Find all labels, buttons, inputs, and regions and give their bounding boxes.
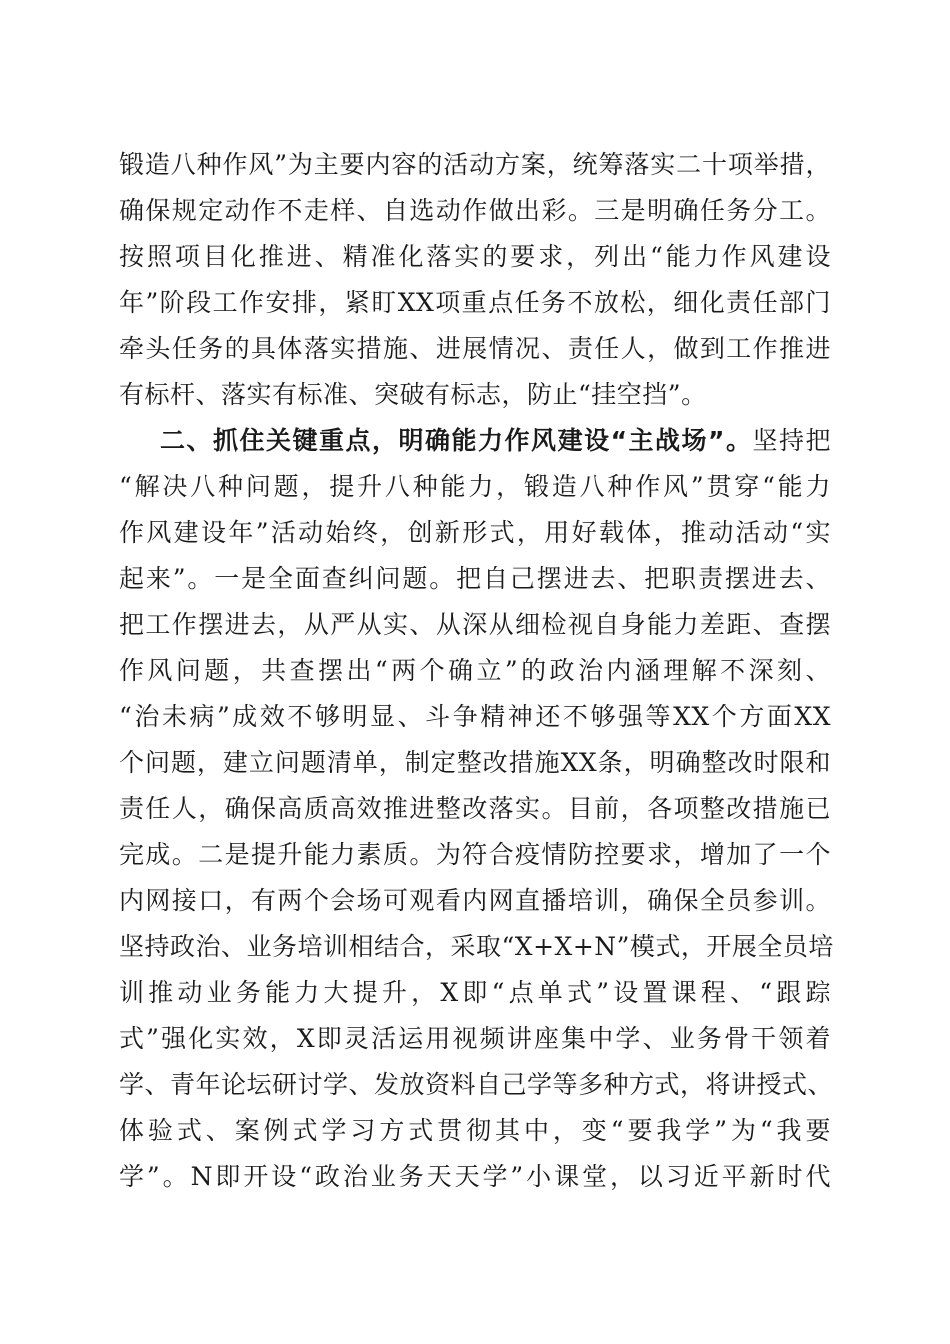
p2-line-7: 个问题，建立问题清单，制定整改措施XX条，明确整改时限和 (119, 748, 831, 777)
p1-line-1: 锻造八种作风”为主要内容的活动方案，统筹落实二十项举措， (119, 150, 831, 179)
p2-line-12: 训推动业务能力大提升，X即“点单式”设置课程、“跟踪 (119, 978, 831, 1007)
p2-line-16: 学”。N即开设“政治业务天天学”小课堂，以习近平新时代 (119, 1162, 831, 1191)
p1-line-6: 有标杆、落实有标准、突破有标志，防止“挂空挡”。 (119, 380, 707, 409)
p2-line-9: 完成。二是提升能力素质。为符合疫情防控要求，增加了一个 (119, 840, 831, 869)
p2-line-11: 坚持政治、业务培训相结合，采取“X+X+N”模式，开展全员培 (119, 932, 834, 961)
p2-line-1: “解决八种问题，提升八种能力，锻造八种作风”贯穿“能力 (119, 472, 831, 501)
p2-first-line-rest: 坚持把 (752, 426, 831, 455)
p2-line-8: 责任人，确保高质高效推进整改落实。目前，各项整改措施已 (119, 794, 831, 823)
p2-line-4: 把工作摆进去，从严从实、从深从细检视自身能力差距、查摆 (119, 610, 831, 639)
p2-first-line (160, 424, 831, 458)
p2-line-10: 内网接口，有两个会场可观看内网直播培训，确保全员参训。 (119, 886, 831, 915)
p2-line-14: 学、青年论坛研讨学、发放资料自己学等多种方式，将讲授式、 (119, 1070, 834, 1099)
p1-line-5: 牵头任务的具体落实措施、进展情况、责任人，做到工作推进 (119, 334, 831, 363)
p2-line-6: “治未病”成效不够明显、斗争精神还不够强等XX个方面XX (119, 702, 831, 731)
section-heading: 二、抓住关键重点，明确能力作风建设“主战场”。 (160, 426, 753, 455)
p1-line-4: 年”阶段工作安排，紧盯XX项重点任务不放松，细化责任部门 (119, 288, 831, 317)
p2-line-3: 起来”。一是全面查纠问题。把自己摆进去、把职责摆进去、 (119, 564, 831, 593)
p2-line-15: 体验式、案例式学习方式贯彻其中，变“要我学”为“我要 (119, 1116, 831, 1145)
p1-line-3: 按照项目化推进、精准化落实的要求，列出“能力作风建设 (119, 242, 831, 271)
p2-line-5: 作风问题，共查摆出“两个确立”的政治内涵理解不深刻、 (119, 656, 831, 685)
p1-line-2: 确保规定动作不走样、自选动作做出彩。三是明确任务分工。 (119, 196, 831, 225)
p2-line-2: 作风建设年”活动始终，创新形式，用好载体，推动活动“实 (119, 518, 831, 547)
p2-line-13: 式”强化实效，X即灵活运用视频讲座集中学、业务骨干领着 (119, 1024, 831, 1053)
